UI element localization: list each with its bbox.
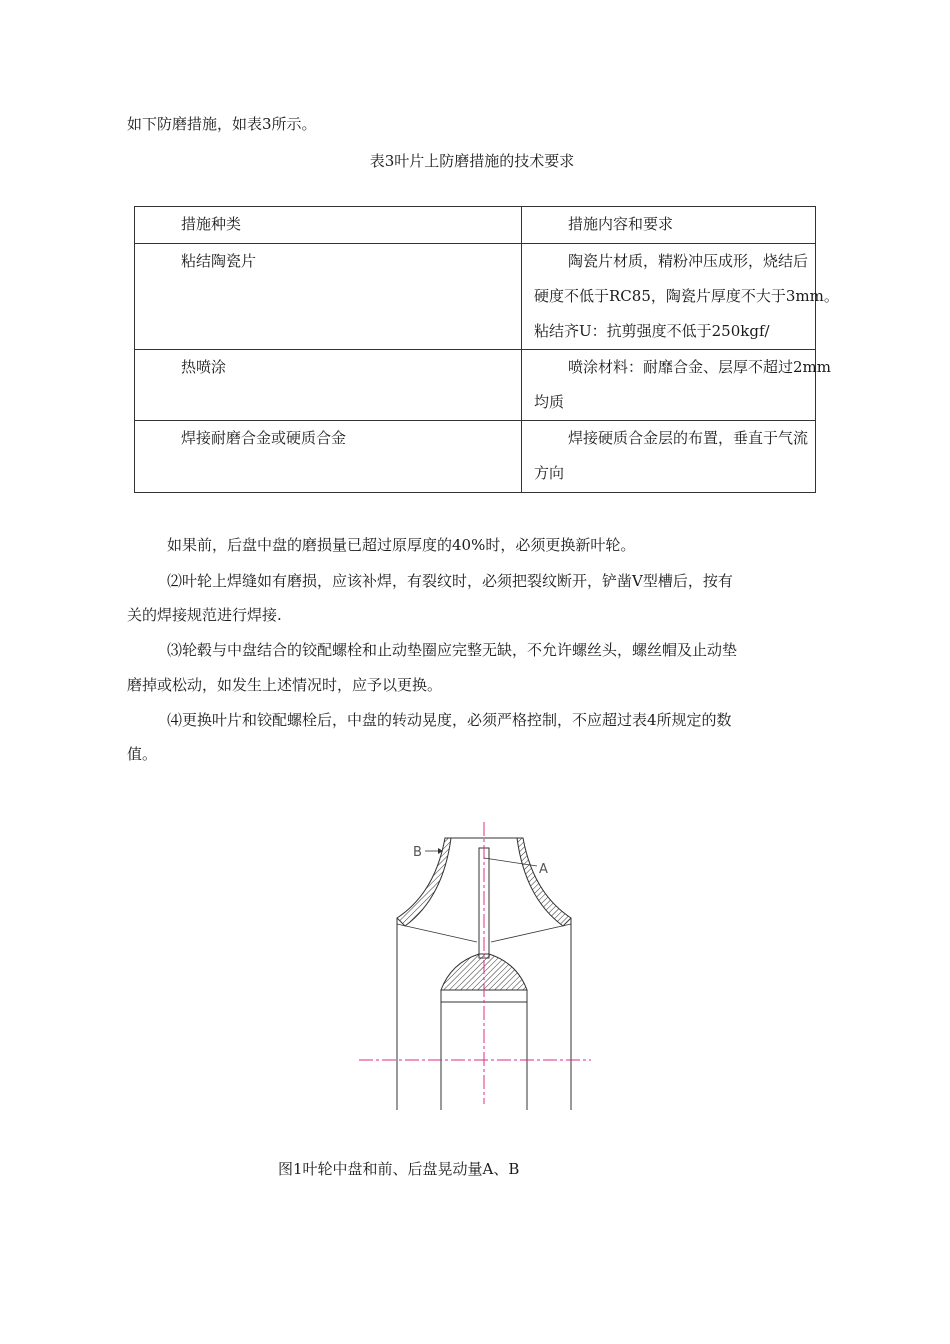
row-type-cell <box>135 350 522 421</box>
paragraph-4-line-1: ⑷更换叶片和铰配螺栓后，中盘的转动晃度，必须严格控制，不应超过表4所规定的数 <box>167 711 732 729</box>
table-row <box>135 350 816 421</box>
intro-line: 如下防磨措施，如表3所示。 <box>127 115 317 133</box>
row-content-line: 喷涂材料：耐靡合金、层厚不超过2mm <box>568 358 831 376</box>
row-type-text: 热喷涂 <box>181 358 227 376</box>
row-type-text: 焊接耐磨合金或硬质合金 <box>181 429 347 447</box>
table-row <box>135 244 816 350</box>
right-blade-line <box>491 924 571 942</box>
label-b: B <box>413 845 422 860</box>
table-header-row <box>135 207 816 244</box>
left-front-disc <box>397 838 451 926</box>
header-cell-content: 措施内容和要求 <box>522 207 816 244</box>
paragraph-3-line-2: 磨掉或松动，如发生上述情况时，应予以更换。 <box>127 676 443 694</box>
paragraph-2-line-2: 关的焊接规范进行焊接. <box>127 606 282 624</box>
row-type-text: 粘结陶瓷片 <box>181 252 257 270</box>
table-caption: 表3叶片上防磨措施的技术要求 <box>369 152 575 170</box>
row-type-cell <box>135 421 522 493</box>
row-content-cell <box>522 350 831 421</box>
table-row <box>135 421 816 493</box>
row-content-line: 硬度不低于RC85，陶瓷片厚度不大于3mm。 <box>534 287 839 305</box>
row-content-line: 粘结齐U：抗剪强度不低于250kgf/ <box>534 322 770 340</box>
impeller-drawing <box>355 818 595 1114</box>
row-content-cell <box>522 421 816 493</box>
row-content-cell <box>522 244 839 350</box>
label-a: A <box>539 862 548 877</box>
paragraph-3-line-1: ⑶轮毂与中盘结合的铰配螺栓和止动垫圈应完整无缺，不允许螺丝头，螺丝帽及止动垫 <box>167 641 738 659</box>
measures-table <box>134 206 839 493</box>
row-content-line: 均质 <box>534 393 565 411</box>
right-front-disc <box>517 838 571 926</box>
paragraph-4-line-2: 值。 <box>127 745 158 763</box>
row-content-line: 陶瓷片材质，精粉冲压成形，烧结后 <box>568 252 809 270</box>
impeller-figure <box>355 818 595 1114</box>
paragraph-2-line-1: ⑵叶轮上焊缝如有磨损，应该补焊，有裂纹时，必须把裂纹断开，铲凿V型槽后，按有 <box>167 572 733 590</box>
paragraph-1-line-1: 如果前，后盘中盘的磨损量已超过原厚度的40%时，必须更换新叶轮。 <box>167 536 636 554</box>
header-cell-type: 措施种类 <box>135 207 522 244</box>
left-blade-line <box>397 924 477 942</box>
figure-caption: 图1叶轮中盘和前、后盘晃动量A、B <box>278 1160 520 1178</box>
row-content-line: 焊接硬质合金层的布置，垂直于气流 <box>568 429 809 447</box>
row-content-line: 方向 <box>534 464 565 482</box>
row-type-cell <box>135 244 522 350</box>
